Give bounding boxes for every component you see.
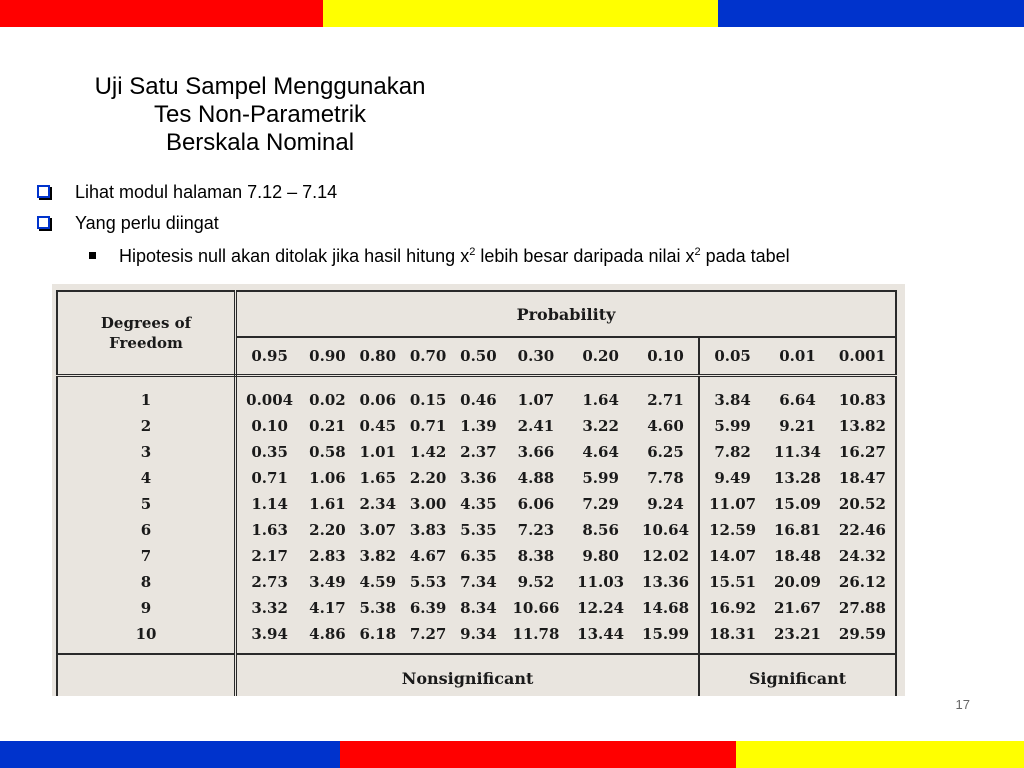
table-cell: 16.81	[774, 521, 821, 539]
table-cell: 22.46	[838, 521, 886, 539]
df-cell: 3	[57, 439, 236, 465]
table-cell: 12.59	[699, 517, 765, 543]
table-cell: 7.27	[409, 625, 447, 643]
table-cell: 6.39	[409, 599, 447, 617]
table-cell: 7.34	[460, 573, 497, 591]
table-cell: 7.29	[582, 495, 619, 513]
table-cell: 0.46	[460, 391, 497, 409]
table-cell: 5.35	[460, 521, 497, 539]
title-line-3: Berskala Nominal	[165, 129, 355, 156]
table-cell: 5.38	[359, 599, 397, 617]
title-line-2: Tes Non-Parametrik	[153, 101, 367, 128]
table-cell: 2.20	[409, 469, 447, 487]
slide-number: 17	[955, 697, 970, 712]
table-cell: 1.65	[359, 469, 397, 487]
table-cell: 9.49	[699, 465, 765, 491]
table-cell: 3.94	[251, 625, 288, 643]
top-bar-blue	[718, 0, 1024, 27]
table-cell: 3.22	[582, 417, 619, 435]
table-cell: 3.83	[409, 521, 447, 539]
superscript-2: 2	[694, 246, 701, 258]
table-cell: 18.47	[838, 469, 886, 487]
table-footer-row	[57, 654, 896, 696]
table-cell: 21.67	[774, 599, 821, 617]
table-cell: 24.32	[838, 547, 886, 565]
table-cell: 0.21	[309, 417, 346, 435]
table-cell: 2.17	[251, 547, 288, 565]
table-cell: 0.06	[359, 391, 397, 409]
table-cell: 27.88	[838, 599, 886, 617]
sub-bullet-item-1	[119, 245, 790, 267]
table-cell: 3.82	[359, 547, 397, 565]
table-row	[57, 413, 896, 439]
table-cell: 14.68	[642, 599, 690, 617]
probability-header: Probability	[236, 291, 897, 337]
table-cell: 1.06	[309, 469, 346, 487]
df-cell: 5	[57, 491, 236, 517]
df-cell: 1	[57, 376, 236, 414]
table-cell: 14.07	[699, 543, 765, 569]
table-cell: 6.35	[460, 547, 497, 565]
bottom-bar-yellow	[736, 741, 1024, 768]
table-cell: 9.80	[582, 547, 619, 565]
table-cell: 11.07	[699, 491, 765, 517]
table-cell: 20.52	[838, 495, 886, 513]
table-cell: 1.61	[309, 495, 346, 513]
table-cell: 1.64	[582, 391, 619, 409]
table-row	[57, 569, 896, 595]
table-cell: 2.37	[460, 443, 497, 461]
table-cell: 5.99	[582, 469, 619, 487]
top-bar-red	[0, 0, 323, 27]
table-cell: 4.35	[460, 495, 497, 513]
df-cell: 2	[57, 413, 236, 439]
table-cell: 2.83	[309, 547, 346, 565]
table-row	[57, 621, 896, 654]
table-cell: 15.99	[642, 625, 690, 643]
table-cell: 6.25	[647, 443, 684, 461]
sub-bullet-text-3: pada tabel	[700, 246, 790, 266]
significant-label: Significant	[699, 654, 896, 696]
table-cell: 0.45	[359, 417, 397, 435]
table-cell: 8.56	[582, 521, 619, 539]
df-cell: 6	[57, 517, 236, 543]
probability-header-cell: 0.90	[302, 337, 352, 376]
df-cell: 8	[57, 569, 236, 595]
table-cell: 4.64	[582, 443, 619, 461]
table-cell: 13.44	[577, 625, 625, 643]
table-row	[57, 491, 896, 517]
table-cell: 3.32	[251, 599, 288, 617]
sub-bullet-text-2: lebih besar daripada nilai x	[475, 246, 695, 266]
table-cell: 11.78	[512, 625, 560, 643]
table-cell: 3.36	[460, 469, 497, 487]
table-cell: 9.24	[647, 495, 684, 513]
table-cell: 18.48	[774, 547, 821, 565]
table-cell: 3.84	[699, 376, 765, 414]
bottom-bar-blue	[0, 741, 340, 768]
superscript-2: 2	[469, 246, 476, 258]
slide-title	[40, 73, 480, 157]
table-cell: 5.99	[699, 413, 765, 439]
table-cell: 4.88	[517, 469, 555, 487]
table-cell: 12.02	[642, 547, 690, 565]
table-cell: 9.34	[460, 625, 497, 643]
table-cell: 3.66	[517, 443, 555, 461]
table-cell: 2.73	[251, 573, 288, 591]
probability-header-cell: 0.95	[236, 337, 303, 376]
table-cell: 11.03	[577, 573, 625, 591]
table-cell: 18.31	[699, 621, 765, 654]
table-cell: 9.21	[779, 417, 816, 435]
table-header-row	[57, 291, 896, 337]
table-cell: 6.06	[517, 495, 555, 513]
table-cell: 20.09	[774, 573, 821, 591]
table-cell: 15.51	[699, 569, 765, 595]
table-cell: 1.01	[359, 443, 397, 461]
top-bar-yellow	[323, 0, 718, 27]
probability-header-cell: 0.10	[633, 337, 699, 376]
table-cell: 0.58	[309, 443, 346, 461]
probability-header-cell: 0.01	[765, 337, 830, 376]
square-bullet-icon	[89, 252, 96, 259]
sub-bullet-text-1: Hipotesis null akan ditolak jika hasil hitung x	[119, 246, 470, 266]
table-cell: 0.71	[251, 469, 288, 487]
table-row	[57, 439, 896, 465]
table-cell: 1.63	[251, 521, 288, 539]
table-cell: 23.21	[774, 625, 821, 643]
table-row	[57, 517, 896, 543]
table-cell: 10.66	[512, 599, 560, 617]
table-cell: 0.15	[409, 391, 447, 409]
table-cell: 0.71	[409, 417, 447, 435]
table-cell: 7.78	[647, 469, 684, 487]
table-cell: 0.35	[251, 443, 288, 461]
chi-square-table-image	[52, 284, 905, 696]
table-row	[57, 543, 896, 569]
footer-blank-cell	[57, 654, 236, 696]
table-cell: 13.82	[838, 417, 886, 435]
probability-header-cell: 0.20	[568, 337, 633, 376]
table-cell: 4.67	[409, 547, 447, 565]
table-cell: 26.12	[838, 573, 886, 591]
bullet-item-1: Lihat modul halaman 7.12 – 7.14	[75, 182, 338, 202]
table-cell: 1.42	[409, 443, 447, 461]
table-cell: 1.39	[460, 417, 497, 435]
bottom-bar-red	[340, 741, 736, 768]
table-cell: 11.34	[774, 443, 821, 461]
table-cell: 9.52	[517, 573, 555, 591]
table-cell: 1.14	[251, 495, 288, 513]
table-cell: 13.36	[642, 573, 690, 591]
table-cell: 4.59	[359, 573, 397, 591]
table-cell: 0.004	[246, 391, 294, 409]
table-cell: 4.17	[309, 599, 346, 617]
table-cell: 6.18	[359, 625, 397, 643]
table-row	[57, 595, 896, 621]
probability-header-cell: 0.001	[830, 337, 896, 376]
df-cell: 7	[57, 543, 236, 569]
table-cell: 8.34	[460, 599, 497, 617]
title-line-1: Uji Satu Sampel Menggunakan	[94, 73, 426, 100]
probability-header-cell: 0.30	[504, 337, 569, 376]
table-cell: 1.07	[517, 391, 555, 409]
table-cell: 13.28	[774, 469, 821, 487]
table-cell: 3.49	[309, 573, 346, 591]
table-cell: 2.71	[647, 391, 684, 409]
bullet-item-2: Yang perlu diingat	[75, 213, 219, 233]
table-cell: 10.64	[642, 521, 690, 539]
chi-square-table	[56, 290, 897, 696]
table-cell: 7.82	[699, 439, 765, 465]
probability-header-cell: 0.05	[699, 337, 765, 376]
table-cell: 8.38	[517, 547, 555, 565]
table-cell: 3.00	[409, 495, 447, 513]
checkbox-bullet-icon	[37, 185, 50, 198]
probability-header-cell: 0.70	[403, 337, 453, 376]
table-cell: 2.20	[309, 521, 346, 539]
table-cell: 2.41	[517, 417, 555, 435]
table-cell: 4.86	[309, 625, 346, 643]
probability-header-cell: 0.80	[353, 337, 403, 376]
df-cell: 10	[57, 621, 236, 654]
table-row	[57, 465, 896, 491]
table-cell: 7.23	[517, 521, 555, 539]
table-cell: 0.02	[309, 391, 346, 409]
probability-header-cell: 0.50	[453, 337, 503, 376]
table-cell: 5.53	[409, 573, 447, 591]
table-cell: 0.10	[251, 417, 288, 435]
table-cell: 29.59	[838, 625, 886, 643]
table-cell: 16.92	[699, 595, 765, 621]
table-cell: 3.07	[359, 521, 397, 539]
table-cell: 16.27	[838, 443, 886, 461]
df-cell: 9	[57, 595, 236, 621]
table-cell: 12.24	[577, 599, 625, 617]
table-cell: 15.09	[774, 495, 821, 513]
table-cell: 6.64	[779, 391, 816, 409]
table-cell: 4.60	[647, 417, 684, 435]
table-cell: 10.83	[838, 391, 886, 409]
df-header: Degrees of Freedom	[57, 291, 236, 376]
nonsignificant-label: Nonsignificant	[236, 654, 700, 696]
checkbox-bullet-icon	[37, 216, 50, 229]
table-row	[57, 376, 896, 414]
table-cell: 2.34	[359, 495, 397, 513]
df-cell: 4	[57, 465, 236, 491]
